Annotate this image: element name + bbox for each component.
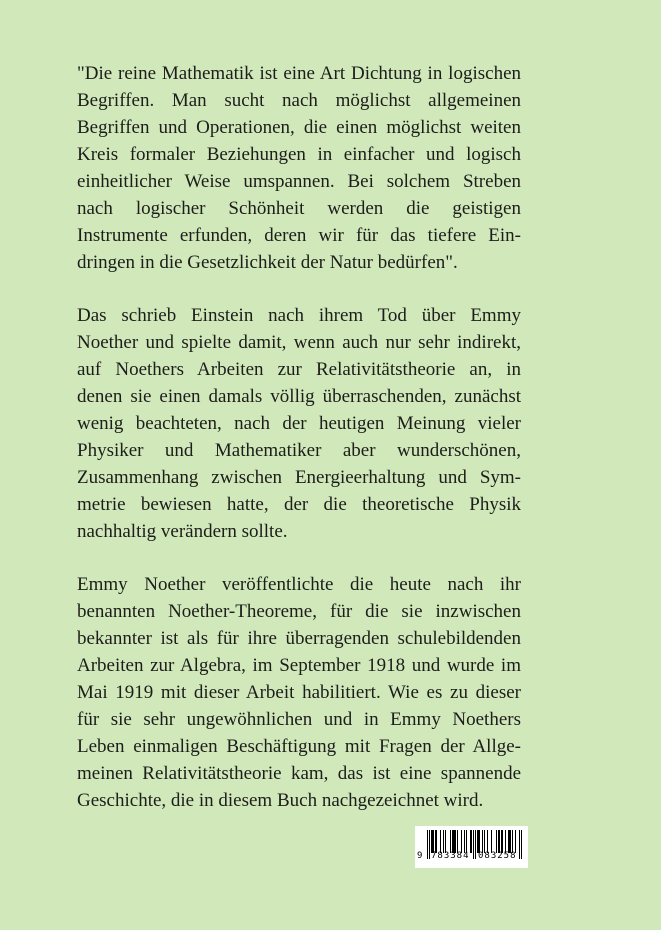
einstein-quote-paragraph [77,60,521,276]
barcode-digit-left: 9 [417,851,423,861]
text-line: Kreis formaler Beziehungen in einfacher und logisch [77,144,521,165]
text-line: bekannter ist als für ihre überragenden schulebildenden [77,628,521,649]
text-line: Physiker und Mathematiker aber wunderschönen, [77,440,521,461]
text-line: Emmy Noether veröffentlichte die heute nach ihr [77,574,521,595]
noether-theorem-paragraph [77,302,521,545]
blurb-text-block [77,60,521,840]
text-line: "Die reine Mathematik ist eine Art Dichtung in logischen [77,63,521,84]
text-line: für sie sehr ungewöhnlichen und in Emmy Noethers [77,709,521,730]
text-line: Leben einmaligen Beschäftigung mit Fragen der Allge- [77,736,521,757]
text-line: nachhaltig verändern sollte. [77,521,288,542]
barcode-digit-group-2: 083258 [478,851,517,861]
text-line: Zusammenhang zwischen Energieerhaltung und Sym- [77,467,521,488]
text-line: denen sie einen damals völlig überraschenden, zunächst [77,386,521,407]
habilitation-paragraph [77,571,521,814]
isbn-barcode [415,826,528,868]
text-line: auf Noethers Arbeiten zur Relativitätstheorie an, in [77,359,521,380]
text-line: metrie bewiesen hatte, der die theoretische Physik [77,494,521,515]
text-line: wenig beachteten, nach der heutigen Meinung vieler [77,413,521,434]
text-line: dringen in die Gesetzlichkeit der Natur bedürfen". [77,252,458,273]
text-line: Begriffen und Operationen, die einen möglichst weiten [77,117,521,138]
text-line: Noether und spielte damit, wenn auch nur sehr indirekt, [77,332,521,353]
text-line: einheitlicher Weise umspannen. Bei solchem Streben [77,171,521,192]
text-line: Begriffen. Man sucht nach möglichst allgemeinen [77,90,521,111]
text-line: Arbeiten zur Algebra, im September 1918 und wurde im [77,655,521,676]
text-line: Mai 1919 mit dieser Arbeit habilitiert. Wie es zu dieser [77,682,521,703]
text-line: nach logischer Schönheit werden die geistigen [77,198,521,219]
text-line: benannten Noether-Theoreme, für die sie inzwischen [77,601,521,622]
text-line: Geschichte, die in diesem Buch nachgezeichnet wird. [77,790,484,811]
text-line: Instrumente erfunden, deren wir für das tiefere Ein- [77,225,521,246]
barcode-digit-group-1: 783384 [431,851,470,861]
text-line: meinen Relativitätstheorie kam, das ist eine spannende [77,763,521,784]
text-line: Das schrieb Einstein nach ihrem Tod über Emmy [77,305,521,326]
